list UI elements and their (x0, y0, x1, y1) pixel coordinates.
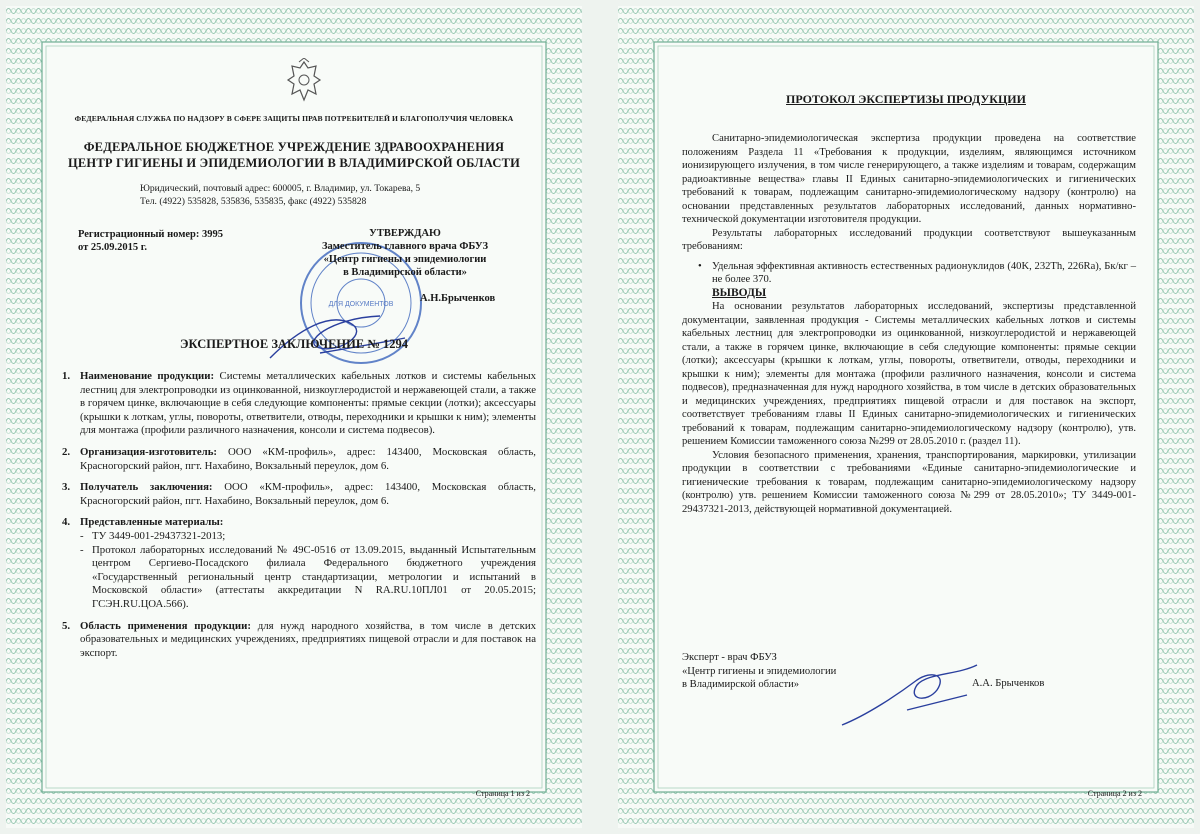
approve-org-line1: «Центр гигиены и эпидемиологии (323, 254, 487, 265)
stamp-text: ДЛЯ ДОКУМЕНТОВ (328, 301, 394, 308)
list-item (62, 516, 536, 611)
protocol-body (682, 132, 1136, 516)
address-line1: Юридический, почтовый адрес: 600005, г. Владимир, ул. Токарева, 5 (140, 183, 421, 194)
approval-block (280, 227, 530, 279)
expert-name: А.А. Брыченков (972, 678, 1045, 689)
phone-line: Тел. (4922) 535828, 535836, 535835, факс (4922) 535828 (140, 196, 367, 207)
institution-name-line2: ЦЕНТР ГИГИЕНЫ И ЭПИДЕМИОЛОГИИ В ВЛАДИМИРСКОЙ ОБЛАСТИ (67, 156, 521, 170)
conclusions-title: ВЫВОДЫ (712, 286, 767, 299)
list-item (62, 446, 536, 473)
registration-block (78, 228, 223, 254)
expert-block (682, 651, 836, 692)
item-label: Область применения продукции: (80, 619, 251, 632)
item-number: 3. (62, 481, 71, 494)
item-label: Получатель заключения: (80, 481, 213, 494)
coat-of-arms-emblem (282, 58, 326, 104)
item-text: для нужд народного хозяйства, в том числе в детских образовательных и медицинских учреждениях, предприятиях пищевой отрасли и для поставок на экспорт. (80, 619, 537, 659)
approve-position: Заместитель главного врача ФБУЗ (321, 241, 489, 252)
approve-signer: А.Н.Брыченков (420, 293, 496, 304)
expert-org-line2: в Владимирской области» (682, 679, 800, 690)
item-number: 4. (62, 516, 71, 529)
document-page-2 (618, 6, 1194, 828)
page-number: Страница 1 из 2 (475, 789, 530, 798)
paragraph: На основании результатов лабораторных исследований, экспертизы представленной документации, заявленная продукция - Системы металлических кабельных лотков и системы кабельных лестниц для электропроводки из оцинкованной, низкоуглеродистой и нержавеющей стали, а также в горячем цинке, включающие в себя следующие компоненты: прямые секции (лотки); аксессуары (крышки к лоткам, углы, повороты, ответвители, отводы, переходники и крышки к ним); элементы для монтажа (профили различного назначения, консоли и система подвесов), предназначенная для нужд народного хозяйства, в том числе в детских образовательных и медицинских учреждениях, предприятиях пищевой отрасли и для поставок на экспорт, соответствует требованиям главы II Единых санитарно-эпидемиологических и гигиенических требований к товарам, подлежащим санитарно-эпидемиологическому надзору (контролю), утв. решением Комиссии таможенного союза №299 от 28.05.2010 г. (раздел 11). (682, 301, 1136, 447)
page-number: Страница 2 из 2 (1087, 789, 1142, 798)
paragraph: Результаты лабораторных исследований продукции соответствуют вышеуказанным требованиям: (682, 227, 1136, 252)
material-text: Протокол лабораторных исследований № 49С-0516 от 13.09.2015, выданный Испытательным центром Сергиево-Посадского филиала Федерального бюджетного учреждения «Государственный региональный центр стандартизации, метрологии и испытаний в Московской области» (аттестаты аккредитации N RA.RU.10ПЛ01 от 20.05.2015; ГСЭН.RU.ЦОА.566). (92, 543, 536, 610)
registration-date: от 25.09.2015 г. (78, 242, 147, 253)
agency-name: ФЕДЕРАЛЬНАЯ СЛУЖБА ПО НАДЗОРУ В СФЕРЕ ЗАЩИТЫ ПРАВ ПОТРЕБИТЕЛЕЙ И БЛАГОПОЛУЧИЯ ЧЕЛОВЕКА (74, 114, 514, 123)
paragraph: Санитарно-эпидемиологическая экспертиза продукции проведена на соответствие положениям Раздела 11 «Требования к продукции, изделиям, являющимся источником ионизирующего излучения, в том числе генерирующего, а также изделиям и товарам, содержащим радиоактивные вещества» главы II Единых санитарно-эпидемиологических и гигиенических требований к товарам, подлежащим санитарно-эпидемиологическому надзору (контролю) на основании представленных результатов лабораторных исследований, данных нормативно-технической документации изготовителя продукции. (682, 133, 1136, 225)
protocol-title: ПРОТОКОЛ ЭКСПЕРТИЗЫ ПРОДУКЦИИ (786, 92, 1026, 106)
approve-org-line2: в Владимирской области» (343, 267, 467, 278)
item-text: Системы металлических кабельных лотков и системы кабельных лестниц для электропроводки из оцинкованной, низкоуглеродистой и нержавеющей стали, а также в горячем цинке, включающие в себя следующие компоненты: прямые секции (лотки); аксессуары (крышки к лоткам, углы, повороты, ответвители, отводы, переходники и крышки к ним); элементы для монтажа (профили различного назначения, консоли и система подвесов). (80, 370, 536, 437)
item-label: Организация-изготовитель: (80, 445, 218, 458)
item-number: 5. (62, 619, 71, 632)
item-text: ООО «КМ-профиль», адрес: 143400, Московская область, Красногорский район, пгт. Нахабино, Вокзальный переулок, дом 6. (80, 445, 536, 472)
paragraph: Условия безопасного применения, хранения, транспортирования, маркировки, утилизации продукции в соответствии с требованиями «Единые санитарно-эпидемиологические и гигиенические требования к товарам, подлежащим санитарно-эпидемиологическому надзору (контролю) утв. решением Комиссии таможенного союза №299 от 28.05.2010»; ТУ 3449-001-29437321-2013, действующей нормативной документацией. (682, 449, 1136, 515)
document-page-1 (6, 6, 582, 828)
material-item: - Протокол лабораторных исследований № 49С-0516 от 13.09.2015, выданный Испытательным центром Сергиево-Посадского филиала Федерального бюджетного учреждения «Государственный региональный центр стандартизации, метрологии и испытаний в Московской области» (аттестаты аккредитации N RA.RU.10ПЛ01 от 20.05.2015; ГСЭН.RU.ЦОА.566). (80, 543, 536, 610)
conclusion-items (62, 370, 536, 668)
conclusion-title: ЭКСПЕРТНОЕ ЗАКЛЮЧЕНИЕ № 1294 (179, 337, 409, 351)
registration-number: Регистрационный номер: 3995 (78, 229, 223, 240)
institution-name-line1: ФЕДЕРАЛЬНОЕ БЮДЖЕТНОЕ УЧРЕЖДЕНИЕ ЗДРАВООХРАНЕНИЯ (83, 140, 505, 154)
item-number: 2. (62, 445, 71, 458)
material-text: ТУ 3449-001-29437321-2013; (92, 529, 226, 542)
expert-position: Эксперт - врач ФБУЗ (682, 652, 777, 663)
item-label: Наименование продукции: (80, 370, 215, 382)
expert-org-line1: «Центр гигиены и эпидемиологии (682, 665, 837, 677)
list-item: • Удельная эффективная активность естественных радионуклидов (40K, 232Th, 226Ra), Бк/кг – не более 370. (698, 260, 1136, 285)
item-label: Представленные материалы: (80, 516, 224, 529)
list-item (62, 481, 536, 508)
item-number: 1. (62, 370, 71, 382)
bullet-text: Удельная эффективная активность естественных радионуклидов (40K, 232Th, 226Ra), Бк/кг – не более 370. (712, 260, 1136, 285)
item-text: ООО «КМ-профиль», адрес: 143400, Московская область, Красногорский район, пгт. Нахабино, Вокзальный переулок, дом 6. (80, 481, 536, 507)
signature (837, 655, 987, 735)
approve-title: УТВЕРЖДАЮ (369, 228, 441, 239)
material-item: - ТУ 3449-001-29437321-2013; (80, 529, 226, 542)
list-item (62, 370, 536, 438)
list-item (62, 620, 536, 661)
